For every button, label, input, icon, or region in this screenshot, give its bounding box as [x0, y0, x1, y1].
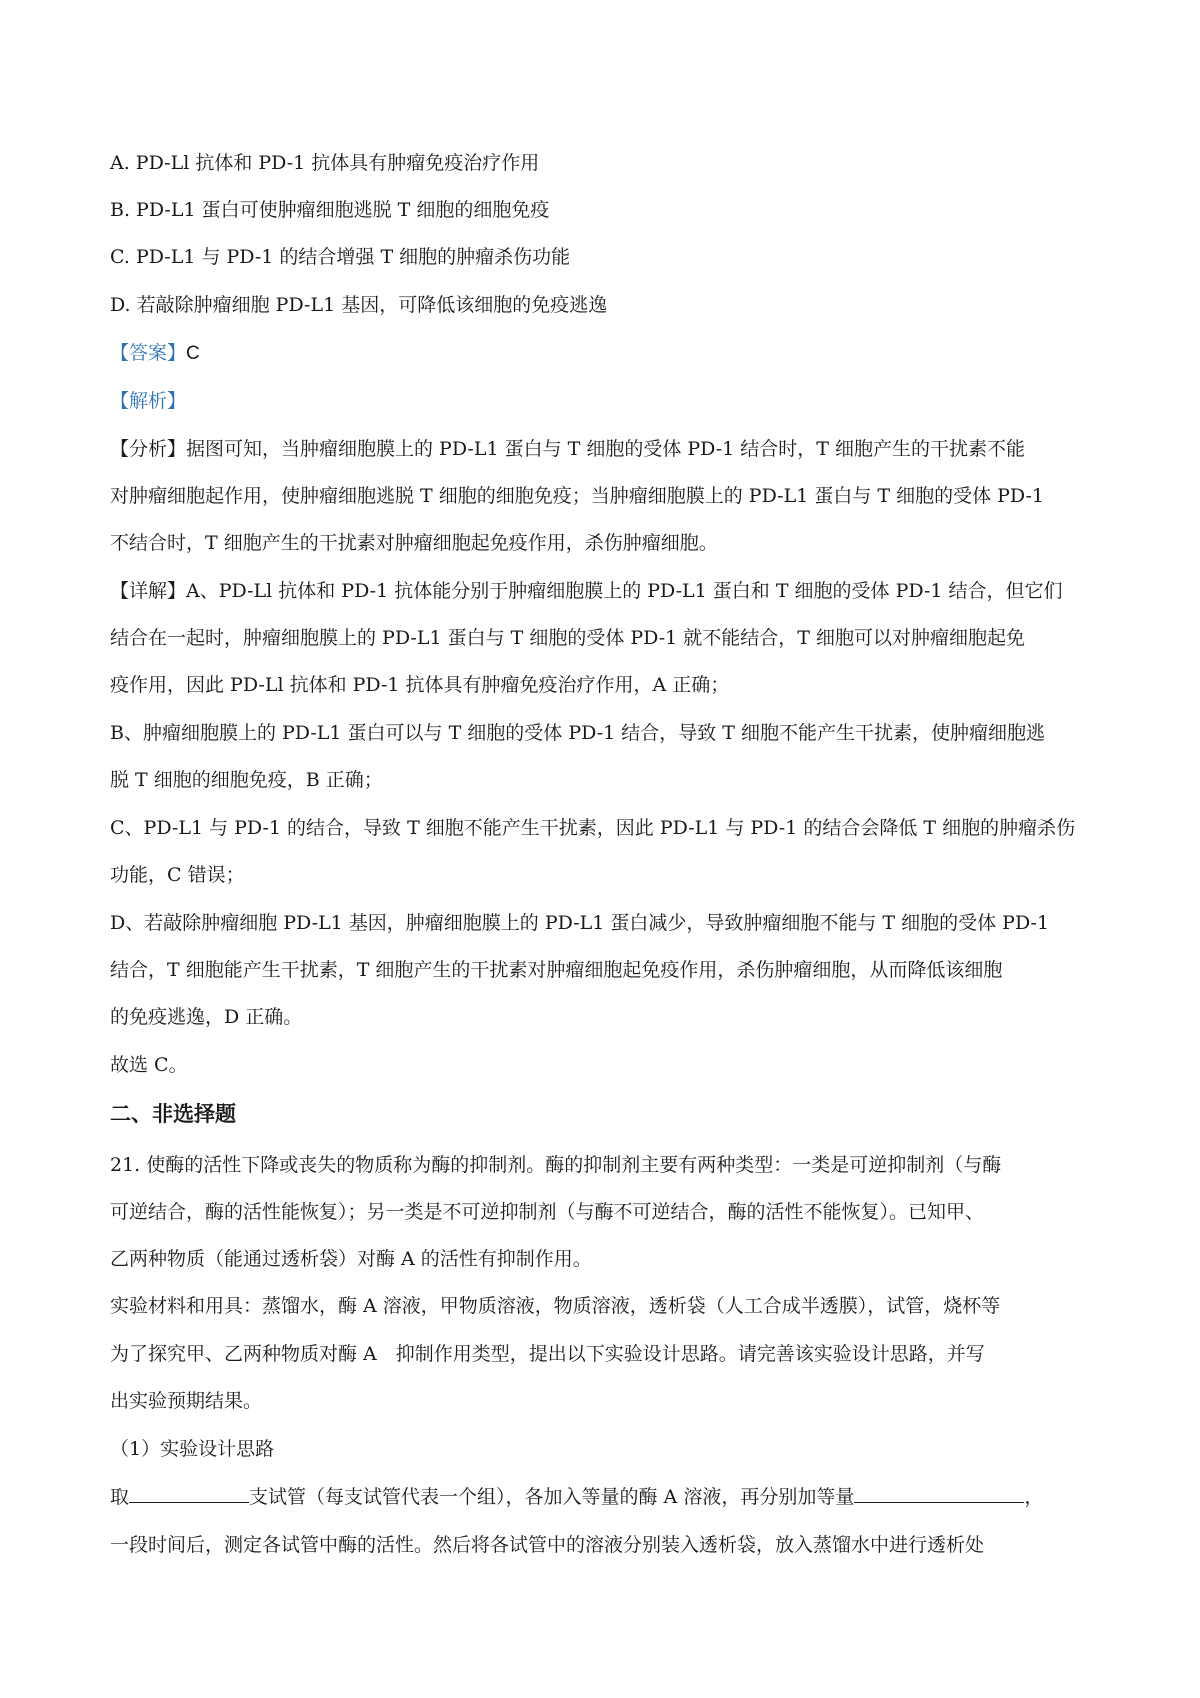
analysis-line: 对肿瘤细胞起作用，使肿瘤细胞逃脱 T 细胞的细胞免疫；当肿瘤细胞膜上的 PD-L1 蛋白与 T 细胞的受体 PD-1 — [110, 485, 1044, 507]
analysis-line: 不结合时，T 细胞产生的干扰素对肿瘤细胞起免疫作用，杀伤肿瘤细胞。 — [110, 532, 718, 554]
detail-line: 结合，T 细胞能产生干扰素，T 细胞产生的干扰素对肿瘤细胞起免疫作用，杀伤肿瘤细胞，从而降低该细胞 — [110, 959, 1003, 981]
question-21-line: 为了探究甲、乙两种物质对酶 A 抑制作用类型，提出以下实验设计思路。请完善该实验设计思路，并写 — [110, 1343, 985, 1365]
detail-line: 结合在一起时，肿瘤细胞膜上的 PD-L1 蛋白与 T 细胞的受体 PD-1 就不能结合，T 细胞可以对肿瘤细胞起免 — [110, 627, 1025, 649]
detail-conclusion: 故选 C。 — [110, 1054, 188, 1076]
answer-label: 【答案】 — [110, 342, 187, 364]
answer-value: C — [186, 343, 200, 364]
subquestion-1-title: （1）实验设计思路 — [110, 1438, 275, 1460]
fill-suffix: ， — [1024, 1486, 1044, 1508]
question-21-line: 可逆结合，酶的活性能恢复）；另一类是不可逆抑制剂（与酶不可逆结合，酶的活性不能恢复）。已知甲、 — [110, 1201, 985, 1223]
question-21-line: 实验材料和用具：蒸馏水，酶 A 溶液，甲物质溶液，物质溶液，透析袋（人工合成半透膜），试管，烧杯等 — [110, 1295, 1001, 1317]
analysis-line: 【分析】据图可知，当肿瘤细胞膜上的 PD-L1 蛋白与 T 细胞的受体 PD-1 结合时，T 细胞产生的干扰素不能 — [110, 438, 1025, 460]
section-title: 二、非选择题 — [110, 1102, 236, 1126]
detail-line: 【详解】A、PD-Ll 抗体和 PD-1 抗体能分别于肿瘤细胞膜上的 PD-L1 蛋白和 T 细胞的受体 PD-1 结合，但它们 — [110, 580, 1063, 602]
question-21-line: 出实验预期结果。 — [110, 1390, 263, 1412]
detail-line: C、PD-L1 与 PD-1 的结合，导致 T 细胞不能产生干扰素，因此 PD-L1 与 PD-1 的结合会降低 T 细胞的肿瘤杀伤 — [110, 817, 1076, 839]
question-21-line: 21. 使酶的活性下降或丧失的物质称为酶的抑制剂。酶的抑制剂主要有两种类型：一类是可逆抑制剂（与酶 — [110, 1154, 1002, 1176]
option-b: B. PD-L1 蛋白可使肿瘤细胞逃脱 T 细胞的细胞免疫 — [110, 199, 550, 221]
analysis-heading: 【解析】 — [110, 390, 187, 412]
blank-substance[interactable] — [854, 1484, 1024, 1503]
option-d: D. 若敲除肿瘤细胞 PD-L1 基因，可降低该细胞的免疫逃逸 — [110, 294, 608, 316]
question-21-line: 一段时间后，测定各试管中酶的活性。然后将各试管中的溶液分别装入透析袋，放入蒸馏水中进行透析处 — [110, 1534, 985, 1556]
detail-line: 功能，C 错误； — [110, 864, 245, 886]
fill-prefix: 取 — [110, 1486, 130, 1508]
detail-line: B、肿瘤细胞膜上的 PD-L1 蛋白可以与 T 细胞的受体 PD-1 结合，导致 T 细胞不能产生干扰素，使肿瘤细胞逃 — [110, 722, 1046, 744]
detail-line: D、若敲除肿瘤细胞 PD-L1 基因，肿瘤细胞膜上的 PD-L1 蛋白减少，导致肿瘤细胞不能与 T 细胞的受体 PD-1 — [110, 912, 1050, 934]
fill-middle: 支试管（每支试管代表一个组），各加入等量的酶 A 溶液，再分别加等量 — [249, 1486, 855, 1508]
detail-line: 的免疫逃逸，D 正确。 — [110, 1006, 303, 1028]
detail-line: 脱 T 细胞的细胞免疫，B 正确； — [110, 769, 383, 791]
answer-line — [110, 340, 1100, 366]
option-c: C. PD-L1 与 PD-1 的结合增强 T 细胞的肿瘤杀伤功能 — [110, 246, 571, 268]
detail-line: 疫作用，因此 PD-Ll 抗体和 PD-1 抗体具有肿瘤免疫治疗作用，A 正确； — [110, 674, 730, 696]
blank-tube-count[interactable] — [129, 1484, 249, 1503]
fill-in-line — [110, 1484, 1100, 1510]
option-a: A. PD-Ll 抗体和 PD-1 抗体具有肿瘤免疫治疗作用 — [110, 152, 540, 174]
question-21-line: 乙两种物质（能通过透析袋）对酶 A 的活性有抑制作用。 — [110, 1248, 592, 1270]
